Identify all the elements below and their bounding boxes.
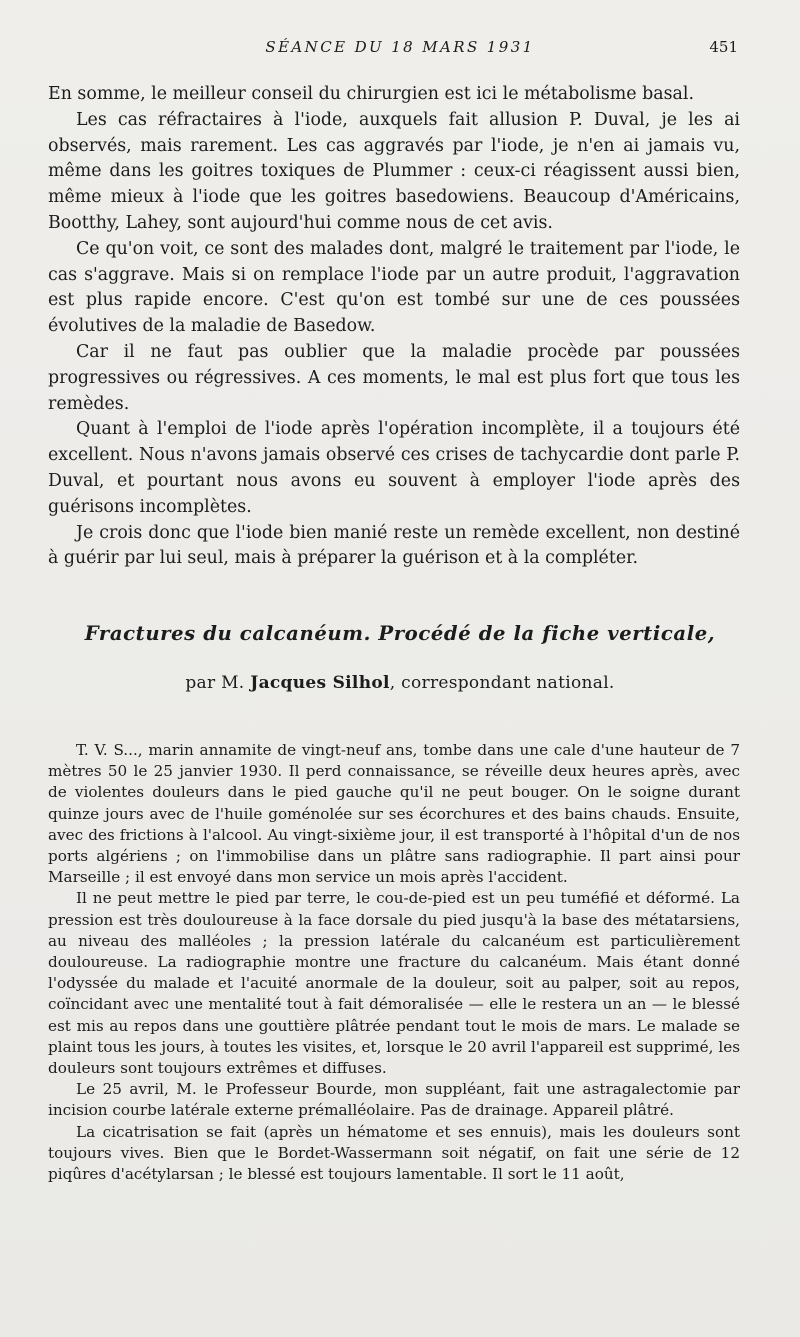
paragraph: La cicatrisation se fait (après un hématome et ses ennuis), mais les douleurs sont toujours vives. Bien que le Bordet-Wassermann soit négatif, on fait une série de 12 piqûres d'acétylarsan ; le blessé est toujours lamentable. Il sort le 11 août, xyxy=(48,1122,740,1184)
paragraph: Je crois donc que l'iode bien manié reste un remède excellent, non destiné à guérir par lui seul, mais à préparer la guérison et à la compléter. xyxy=(48,522,740,569)
case-report-text xyxy=(48,740,740,1185)
paragraph: Le 25 avril, M. le Professeur Bourde, mon suppléant, fait une astragalectomie par incision courbe latérale externe prémalléolaire. Pas de drainage. Appareil plâtré. xyxy=(48,1080,740,1120)
paragraph: Car il ne faut pas oublier que la maladie procède par poussées progressives ou régressives. A ces moments, le mal est plus fort que tous les remèdes. xyxy=(48,341,740,414)
page-number: 451 xyxy=(709,38,738,56)
paragraph: Les cas réfractaires à l'iode, auxquels fait allusion P. Duval, je les ai observés, mais rarement. Les cas aggravés par l'iode, je n'en ai jamais vu, même dans les goitres toxiques de Plummer : ceux-ci réagissent aussi bien, même mieux à l'iode que les goitres basedowiens. Beaucoup d'Américains, Bootthy, Lahey, sont aujourd'hui comme nous de cet avis. xyxy=(48,109,740,233)
paragraph: Il ne peut mettre le pied par terre, le cou-de-pied est un peu tuméfié et déformé. La pression est très douloureuse à la face dorsale du pied jusqu'à la base des métatarsiens, au niveau des malléoles ; la pression latérale du calcanéum est particulièrement douloureuse. La radiographie montre une fracture du calcanéum. Mais étant donné l'odyssée du malade et l'acuité anormale de la douleur, soit au palper, soit au repos, coïncidant avec une mentalité tout à fait démoralisée — elle le restera un an — le blessé est mis au repos dans une gouttière plâtrée pendant tout le mois de mars. Le malade se plaint tous les jours, à toutes les visites, et, lorsque le 20 avril l'appareil est supprimé, les douleurs sont toujours extrêmes et diffuses. xyxy=(48,889,740,1078)
byline-suffix: , correspondant national. xyxy=(389,673,615,693)
article-title: Fractures du calcanéum. Procédé de la fiche verticale, xyxy=(84,622,716,645)
running-header xyxy=(0,36,800,60)
byline-prefix: par M. xyxy=(185,673,245,693)
author-name: Jacques Silhol xyxy=(250,673,390,693)
running-title: SÉANCE DU 18 MARS 1931 xyxy=(265,38,535,56)
byline xyxy=(0,673,800,693)
paragraph: T. V. S..., marin annamite de vingt-neuf ans, tombe dans une cale d'une hauteur de 7 mètres 50 le 25 janvier 1930. Il perd connaissance, se réveille deux heures après, avec de violentes douleurs dans le pied gauche qu'il ne peut bouger. On le soigne durant quinze jours avec de l'huile goménolée sur ses écorchures et des bains chauds. Ensuite, avec des frictions à l'alcool. Au vingt-sixième jour, il est transporté à l'hôpital d'un de nos ports algériens ; on l'immobilise dans un plâtre sans radiographie. Il part ainsi pour Marseille ; il est envoyé dans mon service un mois après l'accident. xyxy=(48,741,740,887)
paragraph: En somme, le meilleur conseil du chirurgien est ici le métabolisme basal. xyxy=(48,84,695,104)
paragraph: Quant à l'emploi de l'iode après l'opération incomplète, il a toujours été excellent. Nous n'avons jamais observé ces crises de tachycardie dont parle P. Duval, et pourtant nous avons eu souvent à employer l'iode après des guérisons incomplètes. xyxy=(48,419,740,517)
paragraph: Ce qu'on voit, ce sont des malades dont, malgré le traitement par l'iode, le cas s'aggrave. Mais si on remplace l'iode par un autre produit, l'aggravation est plus rapide encore. C'est qu'on est tombé sur une de ces poussées évolutives de la maladie de Basedow. xyxy=(48,238,740,337)
discussion-text xyxy=(48,82,740,572)
